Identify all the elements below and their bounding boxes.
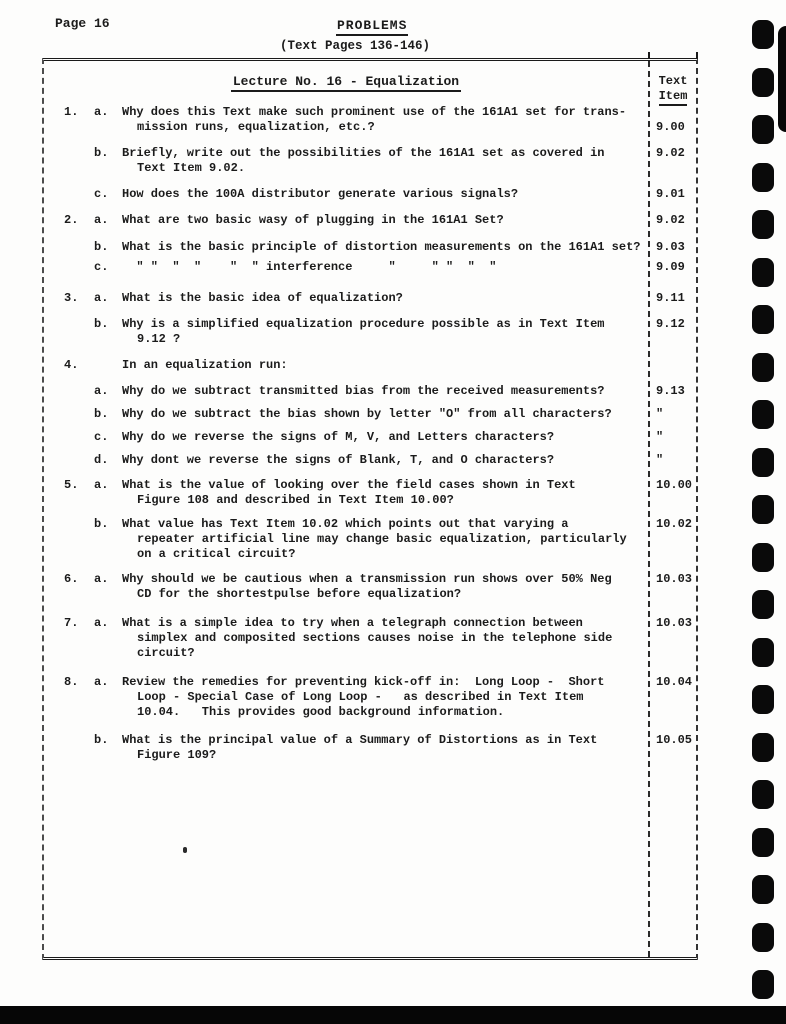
text-item-column-header — [648, 74, 698, 104]
question-line: What is the principal value of a Summary of Distortions as in Text — [122, 733, 598, 747]
question-row — [44, 358, 698, 373]
question-line: 10.04. This provides good background information. — [137, 705, 505, 719]
question-number: 8. — [64, 675, 79, 689]
question-row — [44, 675, 698, 720]
question-row — [44, 240, 698, 255]
binding-hole — [752, 115, 774, 144]
question-line: on a critical circuit? — [137, 547, 296, 561]
question-text — [122, 213, 648, 228]
text-item-ref: 9.01 — [656, 187, 685, 201]
question-line: What is a simple idea to try when a telegraph connection between — [122, 616, 583, 630]
question-letter: b. — [94, 733, 109, 747]
question-letter: a. — [94, 616, 109, 630]
question-line: Why do we reverse the signs of M, V, and Letters characters? — [122, 430, 555, 444]
question-text — [122, 407, 648, 422]
question-line: circuit? — [137, 646, 195, 660]
question-line: Review the remedies for preventing kick-off in: Long Loop - Short — [122, 675, 605, 689]
question-number: 6. — [64, 572, 79, 586]
text-item-ref: 10.03 — [656, 616, 693, 630]
question-letter: a. — [94, 384, 109, 398]
question-letter: b. — [94, 146, 109, 160]
question-number: 1. — [64, 105, 79, 119]
question-letter: a. — [94, 478, 109, 492]
binding-hole — [752, 448, 774, 477]
binding-hole — [752, 305, 774, 334]
question-row — [44, 733, 698, 763]
text-item-ref: 9.00 — [656, 120, 685, 134]
question-text — [122, 616, 648, 661]
ink-speck — [183, 847, 187, 853]
question-line: repeater artificial line may change basic equalization, particularly — [137, 532, 627, 546]
question-text — [122, 240, 648, 255]
text-item-ref: 10.03 — [656, 572, 693, 586]
question-row — [44, 430, 698, 445]
question-number: 7. — [64, 616, 79, 630]
text-item-ref: 10.00 — [656, 478, 693, 492]
question-letter: a. — [94, 572, 109, 586]
question-text — [122, 572, 648, 602]
document-subtitle: (Text Pages 136-146) — [280, 39, 431, 53]
text-item-ref: 9.03 — [656, 240, 685, 254]
question-text — [122, 430, 648, 445]
question-line: Why is a simplified equalization procedure possible as in Text Item — [122, 317, 605, 331]
question-letter: a. — [94, 291, 109, 305]
text-item-ref: 10.05 — [656, 733, 693, 747]
question-row — [44, 260, 698, 275]
text-item-ref: " — [656, 453, 664, 467]
question-text — [122, 453, 648, 468]
text-item-ref: " — [656, 407, 664, 421]
text-item-ref: 9.13 — [656, 384, 685, 398]
question-letter: d. — [94, 453, 109, 467]
binding-hole — [752, 353, 774, 382]
question-letter: b. — [94, 517, 109, 531]
question-line: simplex and composited sections causes noise in the telephone side — [137, 631, 613, 645]
text-item-ref: 9.11 — [656, 291, 685, 305]
binding-hole — [752, 875, 774, 904]
question-line: Text Item 9.02. — [137, 161, 246, 175]
question-line: Why dont we reverse the signs of Blank, T, and O characters? — [122, 453, 555, 467]
binding-hole — [752, 780, 774, 809]
question-text — [122, 384, 648, 399]
question-line: How does the 100A distributor generate various signals? — [122, 187, 519, 201]
text-item-ref: 10.04 — [656, 675, 693, 689]
binding-hole — [752, 210, 774, 239]
binding-hole — [752, 685, 774, 714]
page-number-label: Page 16 — [55, 16, 110, 31]
binding-hole — [752, 163, 774, 192]
question-line: Why do we subtract transmitted bias from the received measurements? — [122, 384, 605, 398]
question-line: What is the basic principle of distortion measurements on the 161A1 set? — [122, 240, 641, 254]
question-line: What value has Text Item 10.02 which points out that varying a — [122, 517, 569, 531]
text-item-ref: " — [656, 430, 664, 444]
question-row — [44, 105, 698, 135]
question-row — [44, 317, 698, 347]
question-letter: c. — [94, 430, 109, 444]
question-line: Figure 108 and described in Text Item 10.00? — [137, 493, 454, 507]
question-row — [44, 407, 698, 422]
binding-hole — [752, 258, 774, 287]
question-rows — [44, 105, 698, 763]
binding-hole — [752, 400, 774, 429]
question-text — [122, 317, 648, 347]
question-letter: b. — [94, 240, 109, 254]
question-number: 5. — [64, 478, 79, 492]
question-text — [122, 291, 648, 306]
question-text — [122, 260, 648, 275]
question-row — [44, 616, 698, 661]
question-text — [122, 358, 648, 373]
binding-hole — [752, 828, 774, 857]
binding-hole — [752, 495, 774, 524]
item-header-line1: Text — [658, 74, 688, 88]
question-line: What is the value of looking over the field cases shown in Text — [122, 478, 576, 492]
question-row — [44, 517, 698, 562]
text-item-ref: 9.02 — [656, 213, 685, 227]
binding-hole — [752, 970, 774, 999]
question-line: Why do we subtract the bias shown by letter "O" from all characters? — [122, 407, 612, 421]
question-row — [44, 478, 698, 508]
scan-bottom-strip — [0, 1006, 786, 1024]
question-line: " " " " " " interference " " " " " — [122, 260, 497, 274]
question-text — [122, 478, 648, 508]
question-text — [122, 733, 648, 763]
right-border-tick — [696, 52, 698, 59]
binding-hole — [752, 543, 774, 572]
question-letter: b. — [94, 407, 109, 421]
text-item-ref: 10.02 — [656, 517, 693, 531]
question-row — [44, 291, 698, 306]
text-item-ref: 9.02 — [656, 146, 685, 160]
question-line: Loop - Special Case of Long Loop - as described in Text Item — [137, 690, 584, 704]
question-text — [122, 105, 648, 135]
question-row — [44, 187, 698, 202]
question-line: What is the basic idea of equalization? — [122, 291, 403, 305]
question-row — [44, 384, 698, 399]
question-line: Figure 109? — [137, 748, 217, 762]
question-text — [122, 675, 648, 720]
scan-edge-shadow — [778, 26, 786, 132]
question-row — [44, 572, 698, 602]
question-row — [44, 146, 698, 176]
binding-hole — [752, 20, 774, 49]
question-letter: a. — [94, 675, 109, 689]
question-number: 2. — [64, 213, 79, 227]
binding-hole — [752, 923, 774, 952]
text-item-ref: 9.09 — [656, 260, 685, 274]
item-header-line2: Item — [648, 89, 698, 104]
question-line: Why should we be cautious when a transmission run shows over 50% Neg — [122, 572, 612, 586]
binding-hole — [752, 590, 774, 619]
question-line: mission runs, equalization, etc.? — [137, 120, 375, 134]
question-line: Briefly, write out the possibilities of the 161A1 set as covered in — [122, 146, 605, 160]
question-letter: a. — [94, 213, 109, 227]
binding-hole — [752, 638, 774, 667]
question-line: What are two basic wasy of plugging in the 161A1 Set? — [122, 213, 504, 227]
question-row — [44, 213, 698, 228]
lecture-title: Lecture No. 16 - Equalization — [44, 74, 648, 89]
divider-tick — [648, 52, 650, 59]
question-letter: c. — [94, 187, 109, 201]
question-line: Why does this Text make such prominent use of the 161A1 set for trans- — [122, 105, 627, 119]
question-text — [122, 517, 648, 562]
question-text — [122, 187, 648, 202]
question-number: 3. — [64, 291, 79, 305]
question-line: 9.12 ? — [137, 332, 181, 346]
question-line: In an equalization run: — [122, 358, 288, 372]
question-line: CD for the shortestpulse before equalization? — [137, 587, 462, 601]
question-row — [44, 453, 698, 468]
binding-hole — [752, 733, 774, 762]
question-text — [122, 146, 648, 176]
question-letter: a. — [94, 105, 109, 119]
problems-table — [42, 58, 698, 960]
question-number: 4. — [64, 358, 79, 372]
question-letter: b. — [94, 317, 109, 331]
binding-hole — [752, 68, 774, 97]
text-item-ref: 9.12 — [656, 317, 685, 331]
document-title: PROBLEMS — [336, 18, 408, 36]
question-letter: c. — [94, 260, 109, 274]
